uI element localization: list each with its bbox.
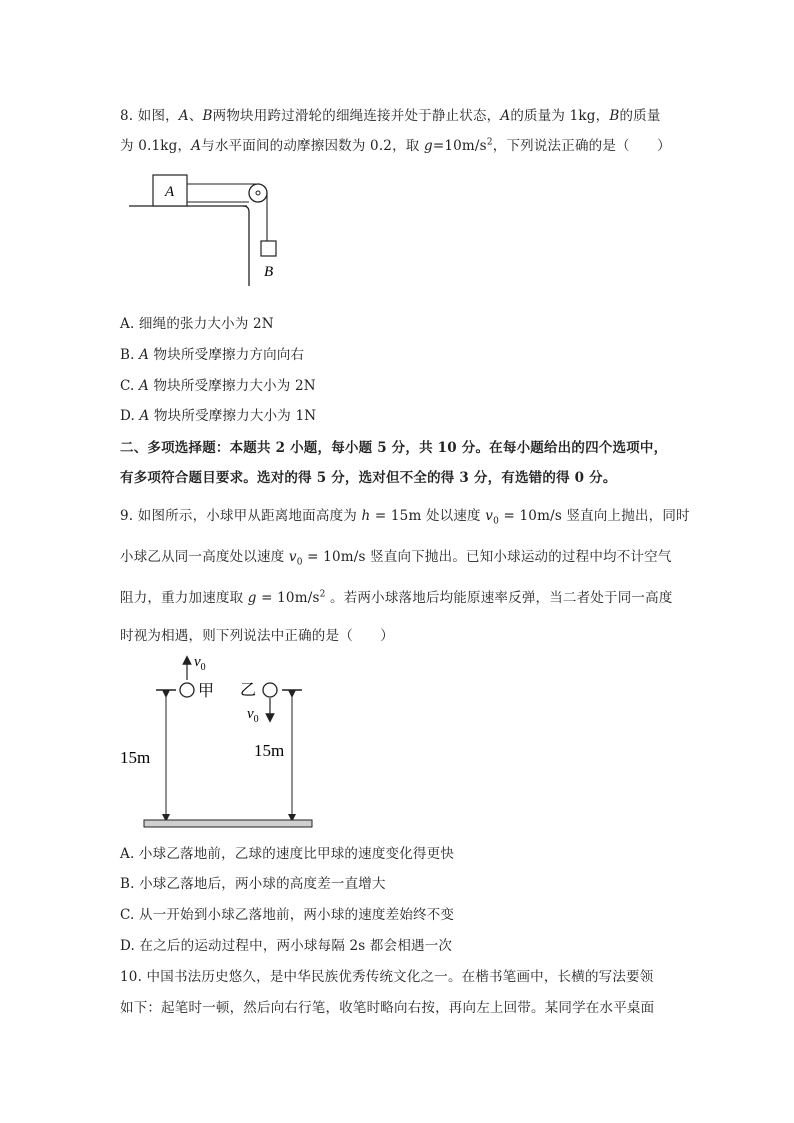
q8-option-d: D. A 物块所受摩擦力大小为 1N [120,408,317,424]
height-label-left: 15m [120,748,151,767]
block-b [261,241,276,256]
q8-option-c: C. A 物块所受摩擦力大小为 2N [120,378,316,394]
q8-stem-line-2: 为 0.1kg，A与水平面间的动摩擦因数为 0.2，取 $g=10m/s^2$，下列说法正确的是（ ） [120,137,671,154]
q10-stem-line-1: 10. 中国书法历史悠久，是中华民族优秀传统文化之一。在楷书笔画中，长横的写法要领 [120,969,654,985]
section-2-heading-line-2: 有多项符合题目要求。选对的得 5 分，选对但不全的得 3 分，有选错的得 0 分。 [120,470,617,486]
section-2-heading-line-1: 二、多项选择题：本题共 2 小题，每小题 5 分，共 10 分。在每小题给出的四个选项中， [120,440,668,456]
q9-option-b: B. 小球乙落地后，两小球的高度差一直增大 [120,876,386,892]
q8-stem-line-1: 8. 如图，A、B两物块用跨过滑轮的细绳连接并处于静止状态，A的质量为 1kg，B的质量 [120,108,661,124]
q9-option-a: A. 小球乙落地前，乙球的速度比甲球的速度变化得更快 [120,846,455,862]
q9-stem-line-1: 9. 如图所示，小球甲从距离地面高度为 h = 15m 处以速度 $v_0 = 10m/s$ 竖直向上抛出，同时 [120,508,690,527]
q9-stem-line-4: 时视为相遇，则下列说法中正确的是（ ） [120,628,394,644]
q8-option-b: B. A 物块所受摩擦力方向向右 [120,347,305,363]
block-a-label: A [165,184,175,200]
q9-balls-figure [120,648,320,833]
q8-pulley-figure [125,168,295,288]
q10-stem-line-2: 如下：起笔时一顿，然后向右行笔，收笔时略向右按，再向左上回带。某同学在水平桌面 [120,1000,655,1016]
label-jia: 甲 [198,683,215,700]
height-label-right: 15m [254,741,285,760]
ball-jia [180,683,194,697]
ground [144,820,312,827]
q9-option-d: D. 在之后的运动过程中，两小球每隔 2s 都会相遇一次 [120,938,453,954]
v0-label-up: $v_0$ [194,654,206,673]
ball-yi [263,683,277,697]
q9-option-c: C. 从一开始到小球乙落地前，两小球的速度差始终不变 [120,907,455,923]
block-b-label: B [264,264,274,280]
label-yi: 乙 [240,682,257,699]
q9-stem-line-2: 小球乙从同一高度处以速度 $v_0 = 10m/s$ 竖直向下抛出。已知小球运动的过程中均不计空气 [120,549,672,568]
v0-label-down: $v_0$ [247,706,259,725]
q8-option-a: A. 细绳的张力大小为 2N [120,316,274,332]
q9-stem-line-3: 阻力，重力加速度取 $g = 10m/s^2$ 。若两小球落地后均能原速率反弹，当二者处于同一高度 [120,589,673,606]
